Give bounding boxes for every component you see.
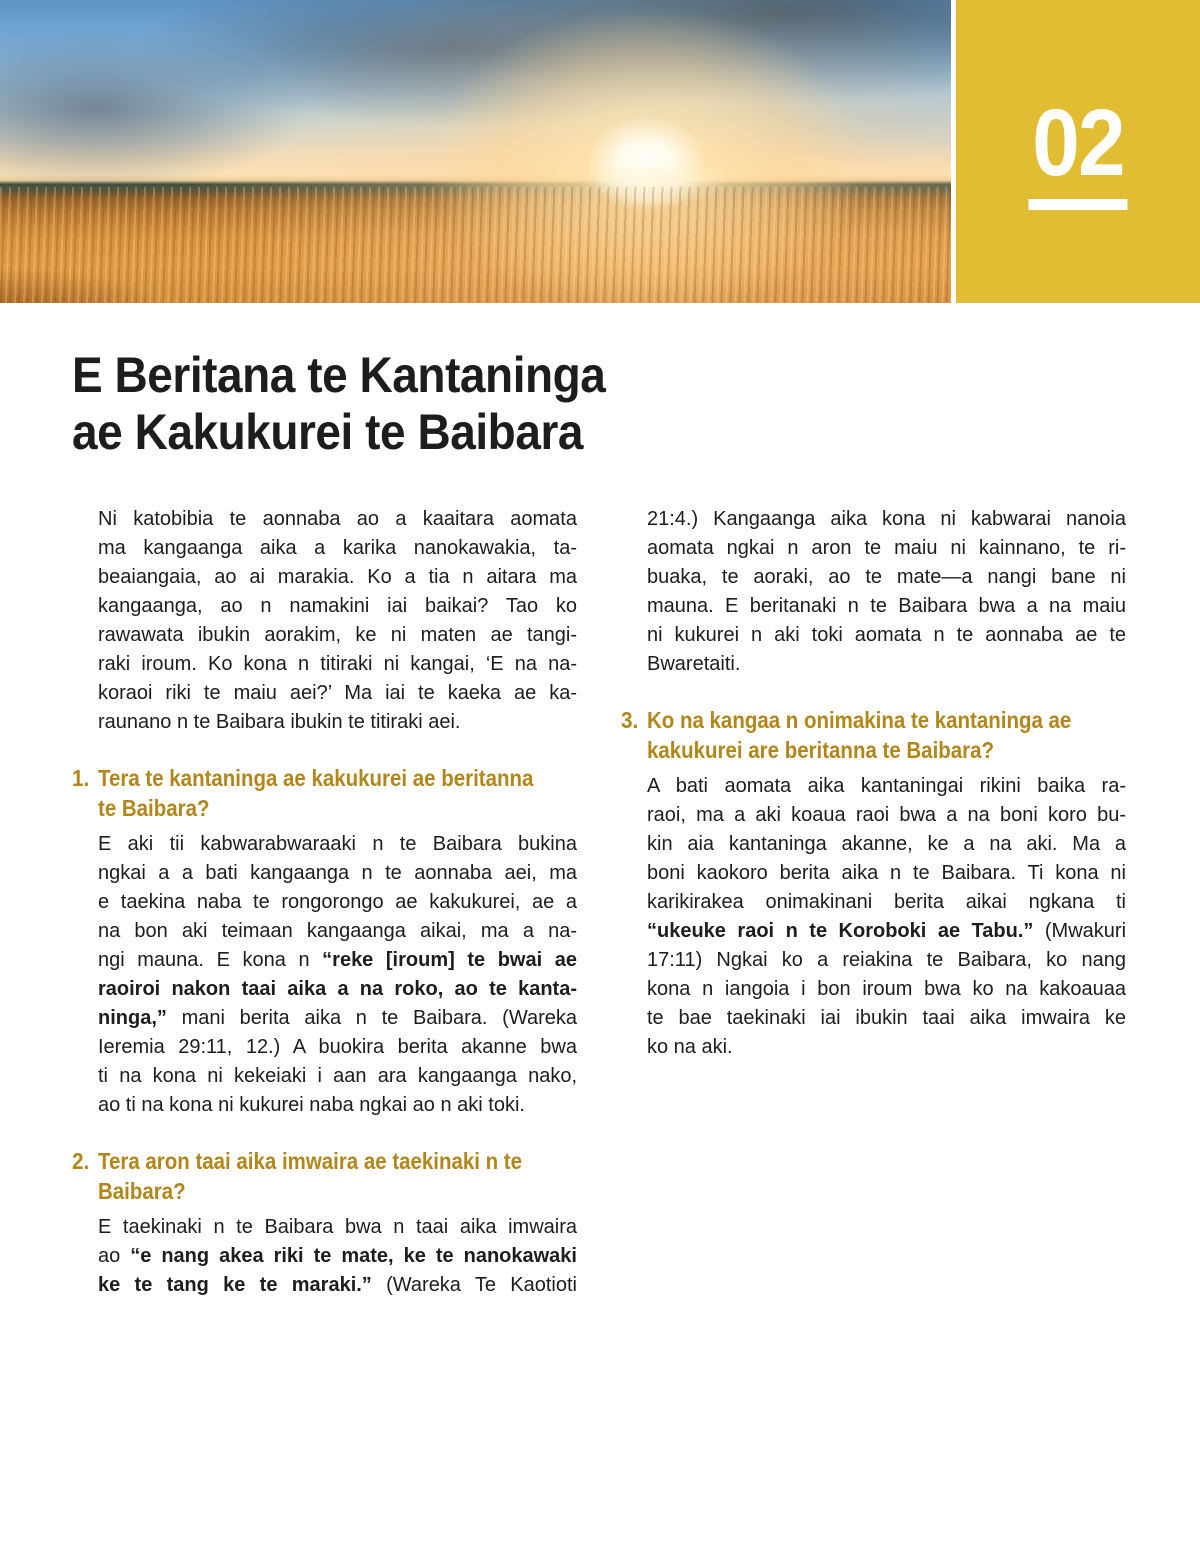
hero-photo xyxy=(0,0,951,303)
question-heading xyxy=(72,1146,577,1206)
body-line: raoi, ma a aki koaua raoi bwa a na boni koro bu- xyxy=(647,804,1126,826)
body-line: mauna. E beritanaki n te Baibara bwa a na maiu xyxy=(647,595,1126,617)
page-header xyxy=(0,0,1200,303)
question-number: 2. xyxy=(72,1148,90,1174)
body-line: buaka, te aoraki, ao te mate—a nangi bane ni xyxy=(647,566,1126,588)
body-paragraph xyxy=(647,505,1126,679)
body-line: ko na aki. xyxy=(647,1036,733,1058)
body-line: e taekina naba te rongorongo ae kakukurei, ae a xyxy=(98,891,577,913)
body-line: 21:4.) Kangaanga aika kona ni kabwarai nanoia xyxy=(647,508,1126,530)
body-line: boni kaokoro berita aika n te Baibara. Ti kona ni xyxy=(647,862,1126,884)
body-paragraph xyxy=(98,505,577,737)
body-line: “ukeuke raoi n te Koroboki ae Tabu.” (Mwakuri xyxy=(647,920,1127,942)
body-line: raunano n te Baibara ibukin te titiraki aei. xyxy=(98,711,461,733)
body-paragraph xyxy=(98,1213,577,1300)
body-paragraph xyxy=(647,772,1126,1062)
body-line: Ieremia 29:11, 12.) A buokira berita akanne bwa xyxy=(98,1036,577,1058)
question-heading-line: Tera te kantaninga ae kakukurei ae beritanna xyxy=(98,765,534,791)
question-heading-line: te Baibara? xyxy=(98,795,210,821)
body-line: 17:11) Ngkai ko a reiakina te Baibara, ko nang xyxy=(647,949,1126,971)
body-line: Bwaretaiti. xyxy=(647,653,741,675)
lesson-number-underline xyxy=(1029,199,1128,210)
question-heading-line: Baibara? xyxy=(98,1178,186,1204)
question-heading-lines xyxy=(98,763,577,823)
question-heading-lines xyxy=(647,705,1125,765)
question-heading-lines xyxy=(98,1146,577,1206)
body-line: rawawata ibukin aorakim, ke ni maten ae tangi- xyxy=(98,624,577,646)
body-line: ti na kona ni kekeiaki i aan ara kangaanga nako, xyxy=(98,1065,577,1087)
question-number: 3. xyxy=(621,707,639,733)
body-paragraph xyxy=(98,830,577,1120)
question-heading xyxy=(621,705,1125,765)
body-line: kin aia kantaninga akanne, ke a na aki. Ma a xyxy=(647,833,1126,855)
body-line: karikirakea onimakinani berita aikai ngkana ti xyxy=(647,891,1126,913)
body-line: E aki tii kabwarabwaraaki n te Baibara bukina xyxy=(98,833,577,855)
body-line: ni kukurei n aki toki aomata n te aonnaba ae te xyxy=(647,624,1126,646)
body-line: ma kangaanga aika a karika nanokawakia, ta- xyxy=(98,537,577,559)
title-line-2: ae Kakukurei te Baibara xyxy=(72,404,584,460)
body-line: kona n iangoia i bon iroum bwa ko na kakoauaa xyxy=(647,978,1126,1000)
body-line: ke te tang ke te maraki.” (Wareka Te Kaotioti xyxy=(98,1274,577,1296)
lesson-number-badge xyxy=(956,0,1200,303)
body-line: na bon aki teimaan kangaanga aikai, ma a na- xyxy=(98,920,577,942)
body-line: ao “e nang akea riki te mate, ke te nanokawaki xyxy=(98,1245,577,1267)
body-line: ngi mauna. E kona n “reke [iroum] te bwai ae xyxy=(98,949,577,971)
body-line: koraoi riki te maiu aei?’ Ma iai te kaeka ae ka- xyxy=(98,682,577,704)
body-line: ao ti na kona ni kukurei naba ngkai ao n aki toki. xyxy=(98,1094,525,1116)
body-line: te bae taekinaki iai ibukin taai aika imwaira ke xyxy=(647,1007,1126,1029)
title-line-1: E Beritana te Kantaninga xyxy=(72,347,606,403)
body-line: beaiangaia, ao ai marakia. Ko a tia n aitara ma xyxy=(98,566,577,588)
question-heading-line: Tera aron taai aika imwaira ae taekinaki n te xyxy=(98,1148,523,1174)
body-line: kangaanga, ao n namakini iai baikai? Tao ko xyxy=(98,595,577,617)
body-line: ninga,” mani berita aika n te Baibara. (Wareka xyxy=(98,1007,577,1029)
body-line: A bati aomata aika kantaningai rikini baika ra- xyxy=(647,775,1126,797)
body-line: ngkai a a bati kangaanga n te aonnaba aei, ma xyxy=(98,862,577,884)
page-title xyxy=(72,347,1200,461)
content-columns xyxy=(72,505,1200,1300)
column-right xyxy=(621,505,1125,1300)
question-heading xyxy=(72,763,577,823)
column-left xyxy=(72,505,577,1300)
body-line: raoiroi nakon taai aika a na roko, ao te kanta- xyxy=(98,978,577,1000)
lesson-number: 02 xyxy=(1032,90,1124,196)
question-heading-line: Ko na kangaa n onimakina te kantaninga ae xyxy=(647,707,1072,733)
body-line: E taekinaki n te Baibara bwa n taai aika imwaira xyxy=(98,1216,577,1238)
body-line: raki iroum. Ko kona n titiraki ni kangai, ‘E na na- xyxy=(98,653,577,675)
question-heading-line: kakukurei are beritanna te Baibara? xyxy=(647,737,995,763)
body-line: Ni katobibia te aonnaba ao a kaaitara aomata xyxy=(98,508,577,530)
body-line: aomata ngkai n aron te maiu ni kainnano, te ri- xyxy=(647,537,1126,559)
question-number: 1. xyxy=(72,765,90,791)
